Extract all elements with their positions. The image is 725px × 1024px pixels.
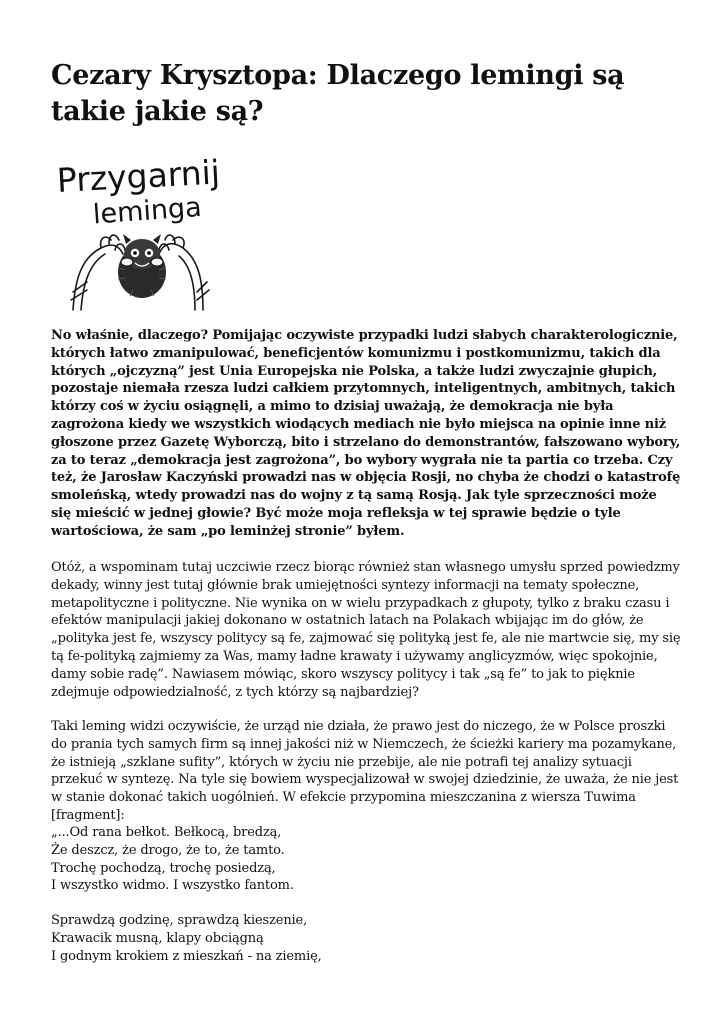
article-paragraph-2: Taki leming widzi oczywiście, że urząd nie działa, że prawo jest do niczego, że w Polsce proszki do prania tych samych firm są innej jakości niż w Niemczech, że ścieżki kariery ma pozamykane, że istnieją „szklane sufity”, których w życiu nie przebije, ale nie potrafi tej analizy sytuacji przekuć w syntezę. Na tyle się bowiem wyspecjalizował w swojej dziedzinie, że uważa, że nie jest w stanie dokonać takich uogólnień. W efekcie przypomina mieszczanina z wiersza Tuwima [fragment]:: [51, 719, 679, 823]
poem-line: I godnym krokiem z mieszkań - na ziemię,: [51, 948, 322, 964]
lemming-drawing-icon: [53, 150, 231, 312]
poem-line: Sprawdzą godzinę, sprawdzą kieszenie,: [51, 913, 308, 928]
article-title: Cezary Krysztopa: Dlaczego lemingi są takie jakie są?: [51, 60, 625, 127]
poem-line: „...Od rana bełkot. Bełkocą, bredzą,: [51, 825, 282, 840]
poem-line: I wszystko widmo. I wszystko fantom.: [51, 878, 294, 894]
article-paragraph-1: Otóż, a wspominam tutaj uczciwie rzecz biorąc również stan własnego umysłu sprzed powiedzmy dekady, winny jest tutaj głównie brak umiejętności syntezy informacji na tematy społeczne, metapolityczne i polityczne. Nie wynika on w wielu przypadkach z głupoty, tylko z braku czasu i efektów manipulacji jakiej dokonano w ostatnich latach na Polakach wbijając im do głów, że „polityka jest fe, wszyscy politycy są fe, zajmować się polityką jest fe, ale nie martwcie się, my się tą fe-polityką zajmiemy za Was, mamy ładne krawaty i używamy anglicyzmów, więc spokojnie, damy sobie radę”. Nawiasem mówiąc, skoro wszyscy politycy i tak „są fe” to jak to pięknie zdejmuje odpowiedzialność, z tych którzy są najbardziej?: [51, 560, 681, 700]
article-lead: No właśnie, dlaczego? Pomijając oczywiste przypadki ludzi słabych charakterologicznie, których łatwo zmanipulować, beneficjentów komunizmu i postkomunizmu, takich dla których „ojczyzną” jest Unia Europejska nie Polska, a także ludzi zwyczajnie głupich, pozostaje niemała rzesza ludzi całkiem przytomnych, inteligentnych, ambitnych, takich którzy coś w życiu osiągnęli, a mimo to dzisiaj uważają, że demokracja nie była zagrożona kiedy we wszystkich wiodących mediach nie było miejsca na opinie inne niż głoszone przez Gazetę Wyborczą, bito i strzelano do demonstrantów, fałszowano wybory, za to teraz „demokracja jest zagrożona”, bo wybory wygrała nie ta partia co trzeba. Czy też, że Jarosław Kaczyński prowadzi nas w objęcia Rosji, no chyba że chodzi o katastrofę smoleńską, wtedy prowadzi nas do wojny z tą samą Rosją. Jak tyle sprzeczności może się mieścić w jednej głowie? Być może moja refleksja w tej sprawie będzie o tyle wartościowa, że sam „po leminżej stronie” byłem.: [51, 328, 681, 539]
lemming-illustration: [53, 150, 231, 312]
poem-line: Krawacik musną, klapy obciągną: [51, 930, 264, 946]
poem-stanza-1: [51, 824, 681, 895]
poem-line: Trochę pochodzą, trochę posiedzą,: [51, 860, 276, 876]
poem-stanza-2: [51, 912, 681, 965]
illustration-caption-line2: leminga: [92, 191, 203, 231]
poem-line: Że deszcz, że drogo, że to, że tamto.: [51, 842, 285, 858]
illustration-caption-line1: Przygarnij: [55, 152, 221, 200]
